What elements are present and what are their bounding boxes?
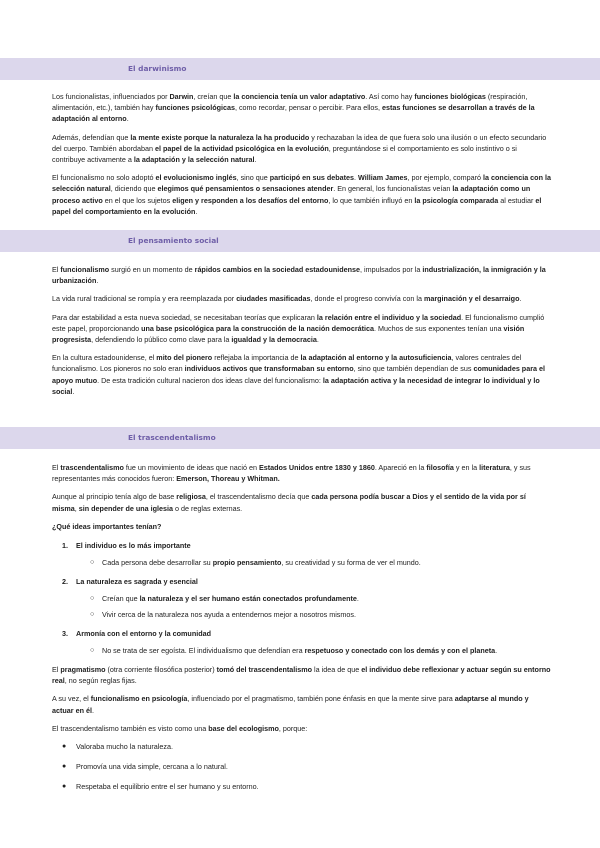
list-number: 2. — [62, 577, 68, 587]
list-item — [62, 628, 552, 639]
list-item — [62, 576, 552, 587]
paragraph: Para dar estabilidad a esta nueva sociedad, se necesitaban teorías que explicaran la relación entre el individuo y la sociedad. El funcionalismo cumplió este papel, proporcionando una base psicológica para la construcción de la nación democrática. Muchos de sus exponentes tenían una visión progresista, defendiendo lo público como clave para la igualdad y la democracia. — [52, 312, 545, 345]
sub-item-text: Creían que la naturaleza y el ser humano están conectados profundamente. — [102, 594, 359, 604]
sub-item-text: Vivir cerca de la naturaleza nos ayuda a entendernos mejor a nosotros mismos. — [102, 610, 356, 620]
paragraph: En la cultura estadounidense, el mito del pionero reflejaba la importancia de la adaptación al entorno y la autosuficiencia, valores centrales del funcionalismo. Los pioneros no solo eran individuos activos que transformaban su entorno, sino que también dependían de sus comunidades para el apoyo mutuo. De esta tradición cultural nacieron dos ideas clave del funcionalismo: la adaptación activa y la necesidad de integrar lo individual y lo social. — [52, 353, 545, 396]
paragraph: El funcionalismo no solo adoptó el evolucionismo inglés, sino que participó en sus debates. William James, por ejemplo, comparó la conciencia con la selección natural, diciendo que elegimos qué pensamientos o sensaciones atender. En general, los funcionalistas veían la adaptación como un proceso activo en el que los sujetos eligen y responden a los desafíos del entorno, lo que también influyó en la psicología comparada al estudiar el papel del comportamiento en la evolución. — [52, 173, 551, 216]
paragraph: A su vez, el funcionalismo en psicología, influenciado por el pragmatismo, también pone énfasis en que la mente sirve para adaptarse al mundo y actuar en él. — [52, 694, 529, 715]
paragraph: Además, defendían que la mente existe porque la naturaleza la ha producido y rechazaban la idea de que fuera solo una ilusión o un efecto secundario del cuerpo. También abordaban el papel de la actividad psicológica en la evolución, preguntándose si el comportamiento es solo instintivo o si contribuye activamente a la adaptación y la selección natural. — [52, 132, 547, 165]
bullet-list — [52, 741, 552, 792]
bullet-text: Promovía una vida simple, cercana a lo natural. — [76, 762, 228, 772]
list-item — [62, 741, 552, 752]
paragraph: El pragmatismo (otra corriente filosófica posterior) tomó del trascendentalismo la idea de que el individuo debe reflexionar y actuar según su entorno real, no según reglas fijas. — [52, 665, 551, 686]
sub-item-text: Cada persona debe desarrollar su propio pensamiento, su creatividad y su forma de ver el mundo. — [102, 558, 421, 568]
paragraph: Aunque al principio tenía algo de base religiosa, el trascendentalismo decía que cada persona podía buscar a Dios y el sentido de la vida por sí misma, sin depender de una iglesia o de reglas externas. — [52, 492, 526, 513]
numbered-list — [52, 540, 552, 664]
list-item — [62, 781, 552, 792]
dot-bullet-icon: ● — [62, 763, 67, 771]
sub-item — [90, 593, 552, 604]
section-title: El darwinismo — [128, 64, 187, 73]
section-header-pensamiento-social — [0, 230, 600, 252]
circle-bullet-icon: ○ — [90, 647, 95, 655]
list-number: 3. — [62, 629, 68, 639]
section-body-pensamiento-social — [52, 264, 552, 404]
paragraph: El trascendentalismo fue un movimiento de ideas que nació en Estados Unidos entre 1830 y 1860. Apareció en la filosofía y en la literatura, y sus representantes más conocidos fueron: Emerson, Thoreau y Whitman. — [52, 463, 531, 484]
paragraph: Los funcionalistas, influenciados por Darwin, creían que la conciencia tenía un valor adaptativo. Así como hay funciones biológicas (respiración, alimentación, etc.), también hay funciones psicológicas, como recordar, pensar o percibir. Para ellos, estas funciones se desarrollan a través de la adaptación al entorno. — [52, 92, 535, 124]
bullet-text: Valoraba mucho la naturaleza. — [76, 742, 173, 752]
paragraph: El trascendentalismo también es visto como una base del ecologismo, porque: — [52, 723, 308, 733]
bullet-text: Respetaba el equilibrio entre el ser humano y su entorno. — [76, 782, 259, 792]
sub-item-text: No se trata de ser egoísta. El individualismo que defendían era respetuoso y conectado con los demás y con el planeta. — [102, 646, 498, 656]
sub-item — [90, 609, 552, 620]
circle-bullet-icon: ○ — [90, 611, 95, 619]
list-number: 1. — [62, 541, 68, 551]
list-label: La naturaleza es sagrada y esencial — [76, 577, 198, 587]
section-header-trascendentalismo — [0, 427, 600, 449]
section-body-trascendentalismo — [52, 462, 552, 792]
sub-item — [90, 557, 552, 568]
list-item — [62, 540, 552, 551]
dot-bullet-icon: ● — [62, 743, 67, 751]
section-title: El trascendentalismo — [128, 433, 216, 442]
circle-bullet-icon: ○ — [90, 559, 95, 567]
sub-item — [90, 645, 552, 656]
paragraph: La vida rural tradicional se rompía y era reemplazada por ciudades masificadas, donde el progreso convivía con la marginación y el desarraigo. — [52, 294, 522, 304]
list-item — [62, 761, 552, 772]
circle-bullet-icon: ○ — [90, 595, 95, 603]
section-title: El pensamiento social — [128, 236, 219, 245]
section-body-darwinismo — [52, 91, 552, 224]
paragraph: El funcionalismo surgió en un momento de rápidos cambios en la sociedad estadounidense, impulsados por la industrialización, la inmigración y la urbanización. — [52, 265, 546, 286]
question-heading: ¿Qué ideas importantes tenían? — [52, 521, 162, 531]
section-header-darwinismo — [0, 58, 600, 80]
dot-bullet-icon: ● — [62, 783, 67, 791]
list-label: El individuo es lo más importante — [76, 541, 191, 551]
list-label: Armonía con el entorno y la comunidad — [76, 629, 211, 639]
